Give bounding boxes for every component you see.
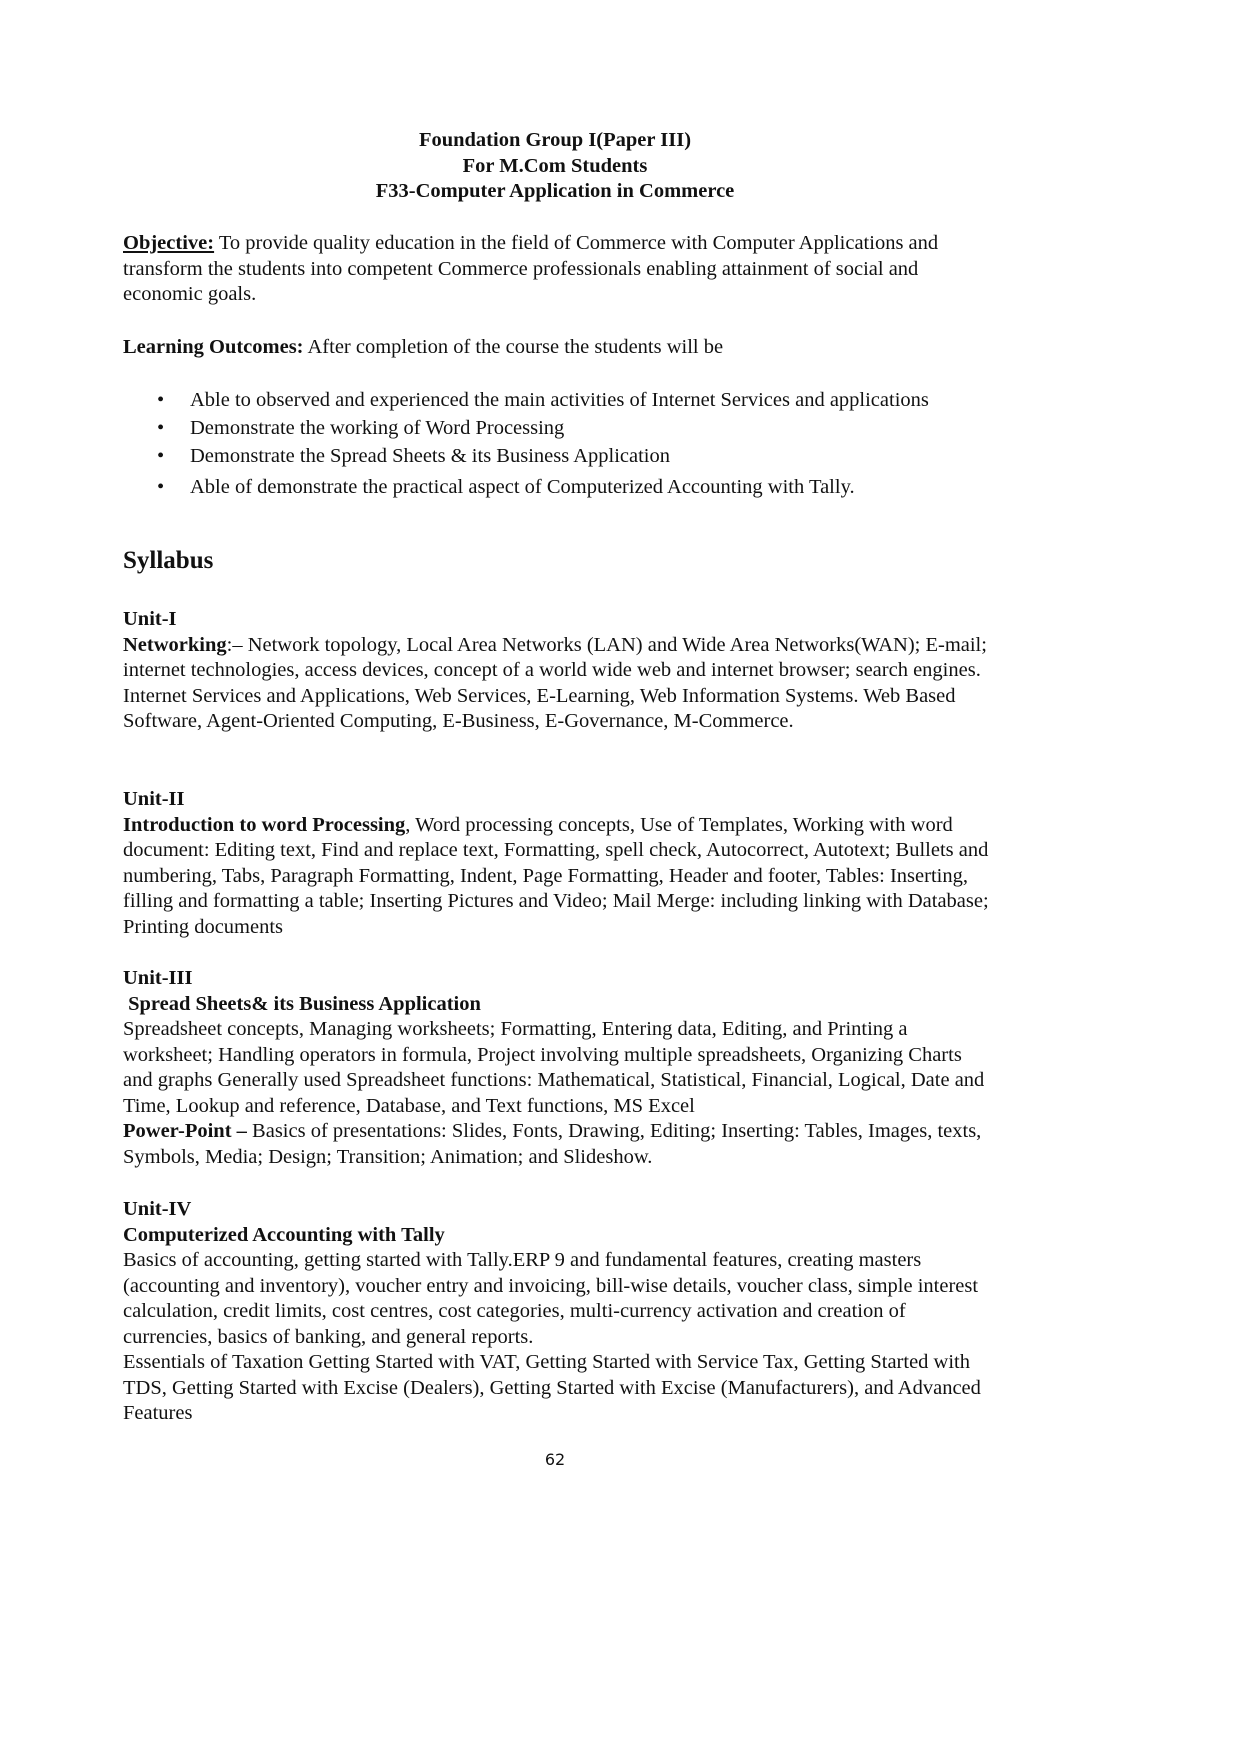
- outcome-text: Able to observed and experienced the main activities of Internet Services and applications: [190, 389, 929, 411]
- unit-3-section: [123, 966, 995, 1170]
- unit-title: Unit-III: [123, 967, 193, 989]
- outcome-item: [123, 416, 995, 442]
- syllabus-heading: Syllabus: [123, 547, 214, 574]
- document-heading: [0, 128, 1110, 205]
- unit-3-subtitle: Spread Sheets& its Business Application: [123, 992, 481, 1015]
- unit-2-topic-name: Introduction to word Processing: [123, 813, 406, 836]
- learning-outcomes-list: [123, 388, 995, 500]
- unit-title: Unit-II: [123, 788, 185, 810]
- objective-paragraph: [123, 231, 995, 308]
- heading-line-students: For M.Com Students: [462, 154, 648, 177]
- learning-outcomes-text: After completion of the course the students will be: [303, 336, 724, 358]
- objective-text: To provide quality education in the field of Commerce with Computer Applications and transform the students into competent Commerce professionals enabling attainment of social and economic goals.: [123, 232, 939, 305]
- unit-3-powerpoint-label: Power-Point –: [123, 1120, 247, 1142]
- outcome-text: Demonstrate the Spread Sheets & its Business Application: [190, 445, 670, 467]
- outcome-item: [123, 388, 995, 414]
- unit-1-topic-name: Networking: [123, 633, 227, 656]
- bullet-icon: •: [157, 475, 165, 498]
- unit-4-section: [123, 1197, 995, 1427]
- outcome-item: [123, 444, 995, 470]
- page-number: 62: [544, 1450, 566, 1469]
- unit-1-topic-details: :– Network topology, Local Area Networks (LAN) and Wide Area Networks(WAN); E-mail; internet technologies, access devices, concept of a world wide web and internet browser; search engines.: [123, 633, 987, 681]
- unit-2-topic-details: , Word processing concepts, Use of Templates, Working with word document: Editing text, Find and replace text, Formatting, spell check, Autocorrect, Autotext; Bullets and numbering, Tabs, Paragraph Formatting, Indent, Page Formatting, Header and footer, Tables: Inserting, filling and formatting a table; Inserting Pictures and Video; Mail Merge: including linking with Database; Printing documents: [123, 813, 989, 938]
- unit-3-powerpoint-topics: [123, 1119, 995, 1170]
- unit-1-topics: [123, 633, 995, 684]
- unit-4-taxation-topics: Essentials of Taxation Getting Started with VAT, Getting Started with Service Tax, Getting Started with TDS, Getting Started with Excise (Dealers), Getting Started with Excise (Manufacturers), and Advanced Features: [123, 1351, 981, 1424]
- heading-line-course: F33-Computer Application in Commerce: [375, 180, 735, 203]
- unit-1-section: [123, 607, 995, 735]
- unit-3-powerpoint-details: Basics of presentations: Slides, Fonts, Drawing, Editing; Inserting: Tables, Images, texts, Symbols, Media; Design; Transition; Animation; and Slideshow.: [123, 1120, 982, 1168]
- unit-4-subtitle: Computerized Accounting with Tally: [123, 1223, 445, 1246]
- learning-outcomes-intro: [123, 335, 995, 361]
- unit-2-section: [123, 787, 995, 940]
- bullet-icon: •: [157, 445, 165, 467]
- unit-title: Unit-IV: [123, 1198, 192, 1220]
- unit-2-topics: [123, 813, 995, 941]
- outcome-item: [123, 475, 995, 501]
- outcome-text: Able of demonstrate the practical aspect of Computerized Accounting with Tally.: [190, 475, 855, 498]
- unit-1-services: Internet Services and Applications, Web Services, E-Learning, Web Information Systems. Web Based Software, Agent-Oriented Computing, E-Business, E-Governance, M-Commerce.: [123, 684, 956, 732]
- heading-line-paper: Foundation Group I(Paper III): [418, 129, 692, 151]
- learning-outcomes-label: Learning Outcomes:: [123, 336, 304, 358]
- objective-label: Objective:: [123, 232, 215, 254]
- outcome-text: Demonstrate the working of Word Processing: [190, 416, 565, 439]
- bullet-icon: •: [157, 389, 165, 411]
- bullet-icon: •: [157, 416, 165, 439]
- unit-4-accounting-topics: Basics of accounting, getting started with Tally.ERP 9 and fundamental features, creating masters (accounting and inventory), voucher entry and invoicing, bill-wise details, voucher class, simple interest calculation, credit limits, cost centres, cost categories, multi-currency activation and creation of currencies, basics of banking, and general reports.: [123, 1249, 979, 1348]
- unit-title: Unit-I: [123, 608, 177, 630]
- unit-3-spreadsheet-topics: Spreadsheet concepts, Managing worksheets; Formatting, Entering data, Editing, and Printing a worksheet; Handling operators in formula, Project involving multiple spreadsheets, Organizing Charts and graphs Generally used Spreadsheet functions: Mathematical, Statistical, Financial, Logical, Date and Time, Lookup and reference, Database, and Text functions, MS Excel: [123, 1018, 985, 1117]
